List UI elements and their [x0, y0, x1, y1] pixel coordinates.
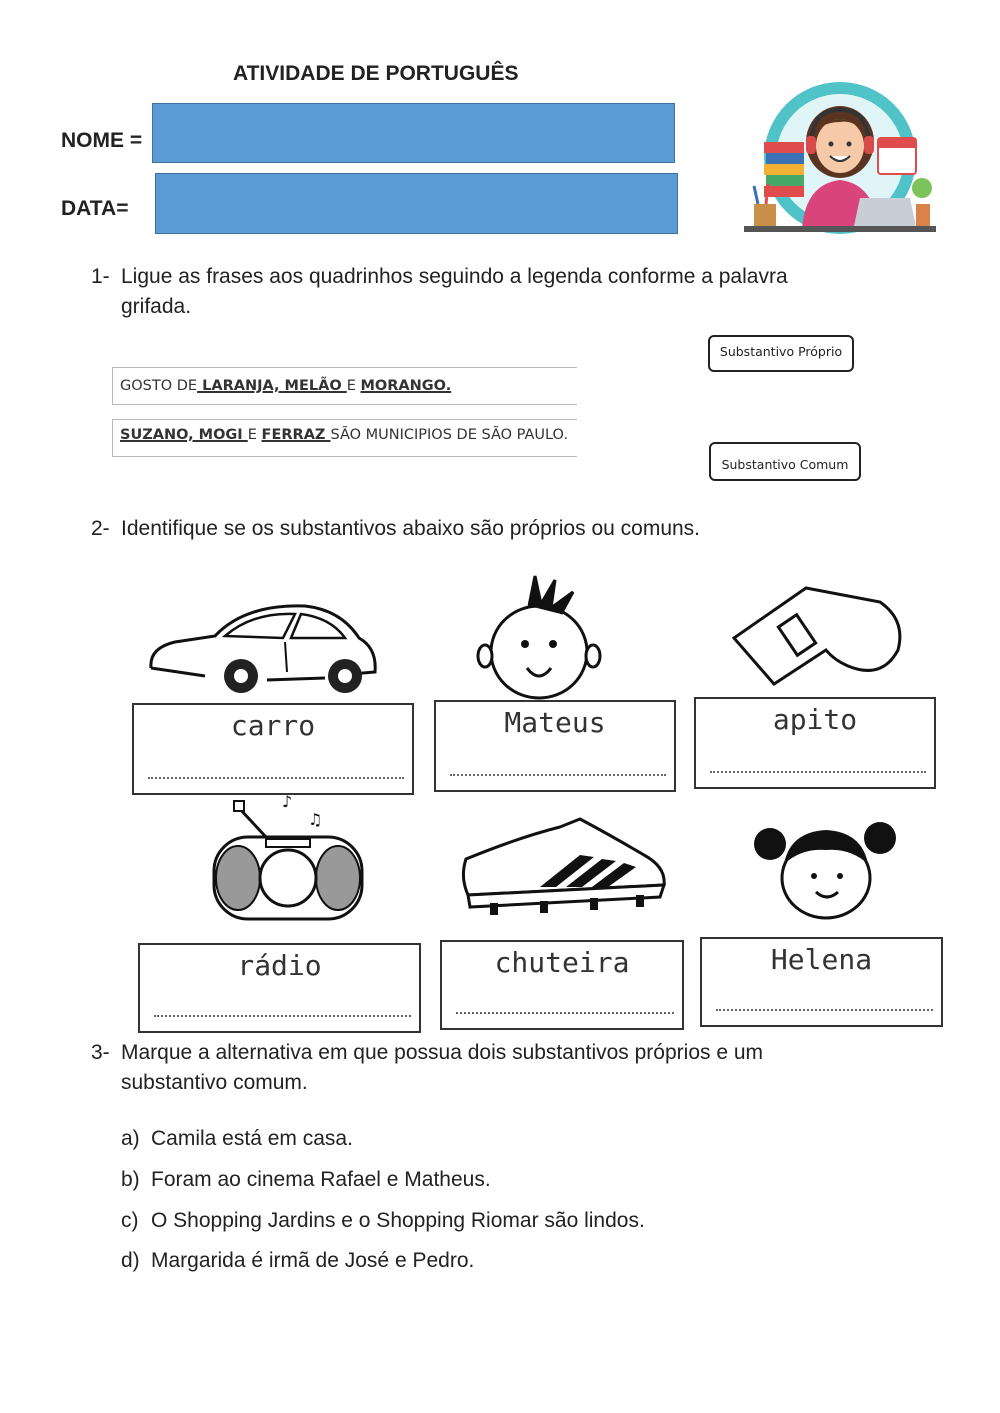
radio-illustration	[208, 795, 368, 923]
word-carro: carro	[230, 709, 316, 742]
word-mateus: Mateus	[504, 706, 606, 739]
answer-line	[148, 777, 404, 779]
sentence-1-underlined-1: LARANJA, MELÃO	[197, 378, 347, 394]
option-d-letter: d)	[121, 1249, 140, 1272]
answer-line	[450, 774, 666, 776]
girl-face-illustration	[750, 808, 900, 920]
option-c-letter: c)	[121, 1209, 139, 1232]
sentence-2[interactable]	[112, 419, 577, 457]
whistle-illustration	[730, 580, 905, 690]
word-chuteira: chuteira	[494, 946, 630, 979]
word-helena: Helena	[770, 943, 873, 976]
question-3-text-line1: Marque a alternativa em que possua dois substantivos próprios e um	[121, 1041, 764, 1064]
word-apito: apito	[772, 703, 858, 736]
car-illustration	[145, 598, 380, 696]
boy-face-illustration	[475, 572, 605, 700]
word-box-mateus[interactable]	[434, 700, 676, 792]
question-2-text: Identifique se os substantivos abaixo são próprios ou comuns.	[121, 517, 701, 540]
page-title: ATIVIDADE DE PORTUGUÊS	[233, 62, 519, 85]
svg-text:♪: ♪	[282, 795, 293, 811]
option-b-text: Foram ao cinema Rafael e Matheus.	[151, 1168, 491, 1191]
sentence-2-mid: E	[247, 427, 262, 443]
name-label: NOME =	[61, 129, 143, 152]
svg-text:♫: ♫	[308, 810, 323, 829]
question-3-text-line2: substantivo comum.	[121, 1071, 308, 1094]
question-1	[91, 262, 921, 322]
cleat-illustration	[460, 815, 670, 917]
name-field[interactable]	[152, 103, 675, 163]
question-1-text-line2: grifada.	[121, 295, 192, 318]
word-box-carro[interactable]	[132, 703, 414, 795]
sentence-1[interactable]	[112, 367, 577, 405]
word-box-apito[interactable]	[694, 697, 936, 789]
word-box-chuteira[interactable]	[440, 940, 684, 1030]
sentence-2-post: SÃO MUNICIPIOS DE SÃO PAULO.	[330, 427, 568, 443]
option-b-letter: b)	[121, 1168, 140, 1191]
option-d-text: Margarida é irmã de José e Pedro.	[151, 1249, 475, 1272]
question-2	[91, 514, 921, 544]
word-box-radio[interactable]	[138, 943, 421, 1033]
sentence-1-pre: GOSTO DE	[120, 378, 198, 394]
answer-line	[710, 771, 926, 773]
question-3	[91, 1038, 921, 1098]
option-a-text: Camila está em casa.	[151, 1127, 353, 1150]
answer-line	[154, 1015, 411, 1017]
question-2-number: 2-	[91, 517, 110, 540]
teacher-illustration	[740, 80, 940, 236]
question-1-text-line1: Ligue as frases aos quadrinhos seguindo a legenda conforme a palavra	[121, 265, 788, 288]
answer-line	[716, 1009, 933, 1011]
legend-substantivo-comum[interactable]: Substantivo Comum	[709, 442, 861, 481]
question-1-number: 1-	[91, 265, 110, 288]
date-field[interactable]	[155, 173, 678, 234]
sentence-2-underlined-1: SUZANO, MOGI	[120, 427, 248, 443]
word-radio: rádio	[237, 949, 322, 982]
sentence-2-underlined-2: FERRAZ	[261, 427, 331, 443]
option-a-letter: a)	[121, 1127, 140, 1150]
option-a[interactable]	[121, 1127, 921, 1153]
option-c[interactable]	[121, 1209, 921, 1235]
sentence-1-underlined-2: MORANGO.	[360, 378, 452, 394]
date-label: DATA=	[61, 197, 129, 220]
answer-line	[456, 1012, 674, 1014]
legend-substantivo-proprio[interactable]: Substantivo Próprio	[708, 335, 854, 372]
option-b[interactable]	[121, 1168, 921, 1194]
option-d[interactable]	[121, 1249, 921, 1275]
sentence-1-mid: E	[346, 378, 361, 394]
word-box-helena[interactable]	[700, 937, 943, 1027]
option-c-text: O Shopping Jardins e o Shopping Riomar são lindos.	[151, 1209, 645, 1232]
question-3-number: 3-	[91, 1041, 110, 1064]
